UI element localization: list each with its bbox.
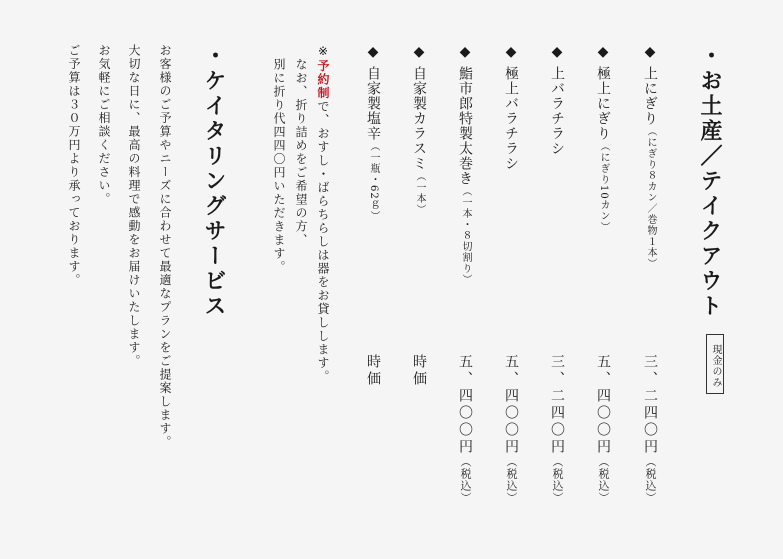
menu-item [502, 44, 521, 171]
diamond-icon: ◆ [595, 44, 611, 60]
takeout-heading: ・お土産／テイクアウト [697, 44, 723, 319]
menu-item [548, 44, 567, 156]
tax-label: （税込） [551, 456, 564, 504]
item-price: 三、二四〇円 [549, 354, 565, 456]
item-price-group [364, 354, 383, 388]
item-detail: （にぎり８カン／巻物１本） [645, 126, 656, 269]
item-name: 上バラチラシ [549, 66, 565, 156]
tax-label: （税込） [459, 456, 472, 504]
diamond-icon: ◆ [365, 44, 381, 60]
catering-line: 大切な日に、最高の料理で感動をお届けいたします。 [127, 44, 141, 368]
item-price: 時価 [365, 354, 381, 388]
item-price: 五、四〇〇円 [457, 354, 473, 456]
item-price: 五、四〇〇円 [595, 354, 611, 456]
item-name: 自家製カラスミ [411, 66, 427, 171]
item-name: 極上バラチラシ [503, 66, 519, 171]
item-price: 五、四〇〇円 [503, 354, 519, 456]
reservation-only-text: 予約制 [316, 59, 330, 100]
catering-line: ご予算は３０万円より承っております。 [67, 44, 81, 287]
item-detail: （一本） [414, 171, 425, 215]
menu-item [456, 44, 475, 285]
diamond-icon: ◆ [457, 44, 473, 60]
note-line-2: なお、折り詰めをご希望の方、 [294, 58, 308, 247]
tax-label: （税込） [597, 456, 610, 504]
item-price-group [456, 354, 475, 504]
item-name: 上にぎり [642, 66, 658, 126]
item-price-group [594, 354, 613, 504]
diamond-icon: ◆ [411, 44, 427, 60]
item-name: 鮨市郎特製太巻き [457, 66, 473, 186]
note-line-3: 別に折り代四四〇円いただきます。 [272, 58, 286, 274]
item-price-group [410, 354, 429, 388]
item-detail: （一本・８切割り） [460, 186, 471, 285]
item-price-group [641, 354, 660, 504]
item-price-group [548, 354, 567, 504]
catering-line: お客様のご予算やニーズに合わせて最適なプランをご提案します。 [158, 44, 172, 449]
item-price: 三、二四〇円 [642, 354, 658, 456]
tax-label: （税込） [505, 456, 518, 504]
note-mark: ※ [316, 44, 330, 60]
item-detail: （にぎり10カン） [598, 141, 609, 233]
diamond-icon: ◆ [642, 44, 658, 60]
item-name: 極上にぎり [595, 66, 611, 141]
menu-item [364, 44, 383, 222]
diamond-icon: ◆ [549, 44, 565, 60]
menu-item [594, 44, 613, 233]
note-line-1-text: で、おすし・ばらちらしは器をお貸しします。 [316, 100, 330, 384]
diamond-icon: ◆ [503, 44, 519, 60]
item-detail: （一瓶・62ｇ） [368, 141, 379, 222]
note-line-1 [316, 44, 330, 384]
item-price-group [502, 354, 521, 504]
menu-item [641, 44, 660, 269]
catering-line: お気軽にご相談ください。 [97, 44, 111, 206]
catering-heading: ・ケイタリングサービス [201, 44, 227, 319]
item-name: 自家製塩辛 [365, 66, 381, 141]
tax-label: （税込） [644, 456, 657, 504]
item-price: 時価 [411, 354, 427, 388]
menu-item [410, 44, 429, 215]
cash-only-badge: 現金のみ [706, 334, 724, 394]
